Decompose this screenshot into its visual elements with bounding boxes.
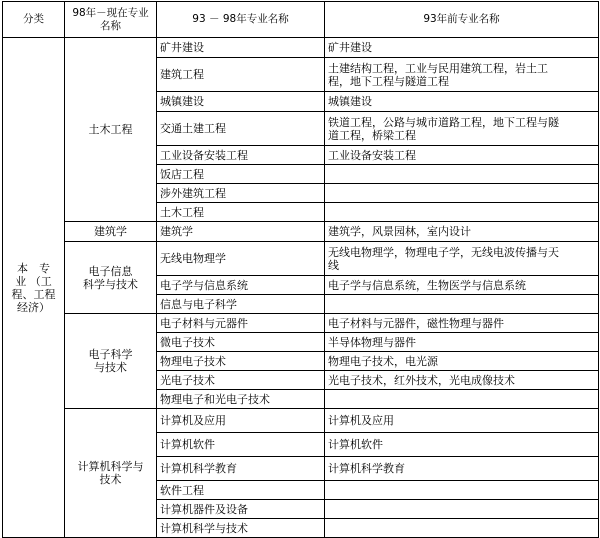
table-row [3,38,599,58]
current-major-cell: 计算机科学与 技术 [65,409,157,538]
table-row [3,222,599,242]
old-major-cell: 微电子技术 [157,333,325,352]
old-major-cell: 计算机软件 [157,433,325,457]
pre93-major-cell [325,184,599,203]
current-major-cell: 建筑学 [65,222,157,242]
old-major-cell: 交通土建工程 [157,112,325,146]
pre93-major-cell: 计算机软件 [325,433,599,457]
old-major-cell: 土木工程 [157,203,325,222]
pre93-major-cell: 工业设备安装工程 [325,146,599,165]
table-row [3,314,599,333]
old-major-cell: 电子学与信息系统 [157,276,325,295]
pre93-major-cell: 计算机科学教育 [325,457,599,481]
current-major-cell: 电子科学 与技术 [65,314,157,409]
old-major-cell: 城镇建设 [157,92,325,112]
pre93-major-cell [325,295,599,314]
old-major-cell: 涉外建筑工程 [157,184,325,203]
pre93-major-cell: 光电子技术，红外技术，光电成像技术 [325,371,599,390]
old-major-cell: 信息与电子科学 [157,295,325,314]
old-major-cell: 矿井建设 [157,38,325,58]
major-mapping-table [2,1,599,538]
old-major-cell: 建筑学 [157,222,325,242]
pre93-major-cell [325,500,599,519]
old-major-cell: 物理电子和光电子技术 [157,390,325,409]
category-cell: 本 专 业 （工 程、工程 经济） [3,38,65,538]
pre93-major-cell [325,519,599,538]
pre93-major-cell [325,481,599,500]
old-major-cell: 物理电子技术 [157,352,325,371]
header-old-major: 93 － 98年专业名称 [157,2,325,38]
old-major-cell: 建筑工程 [157,58,325,92]
pre93-major-cell: 电子材料与元器件，磁性物理与器件 [325,314,599,333]
old-major-cell: 计算机科学教育 [157,457,325,481]
pre93-major-cell: 建筑学，风景园林，室内设计 [325,222,599,242]
header-current-major: 98年－现在专业名称 [65,2,157,38]
current-major-cell: 土木工程 [65,38,157,222]
old-major-cell: 饭店工程 [157,165,325,184]
pre93-major-cell: 计算机及应用 [325,409,599,433]
table-row [3,409,599,433]
pre93-major-cell: 电子学与信息系统，生物医学与信息系统 [325,276,599,295]
pre93-major-cell: 城镇建设 [325,92,599,112]
old-major-cell: 计算机器件及设备 [157,500,325,519]
pre93-major-cell: 土建结构工程，工业与民用建筑工程，岩土工 程，地下工程与隧道工程 [325,58,599,92]
header-row [3,2,599,38]
old-major-cell: 电子材料与元器件 [157,314,325,333]
pre93-major-cell: 物理电子技术，电光源 [325,352,599,371]
current-major-cell: 电子信息 科学与技术 [65,242,157,314]
header-pre93-major: 93年前专业名称 [325,2,599,38]
old-major-cell: 无线电物理学 [157,242,325,276]
pre93-major-cell: 矿井建设 [325,38,599,58]
pre93-major-cell [325,165,599,184]
table-row [3,242,599,276]
old-major-cell: 软件工程 [157,481,325,500]
pre93-major-cell: 半导体物理与器件 [325,333,599,352]
header-category: 分类 [3,2,65,38]
old-major-cell: 光电子技术 [157,371,325,390]
pre93-major-cell [325,390,599,409]
pre93-major-cell [325,203,599,222]
old-major-cell: 计算机及应用 [157,409,325,433]
pre93-major-cell: 铁道工程，公路与城市道路工程，地下工程与隧 道工程，桥梁工程 [325,112,599,146]
old-major-cell: 工业设备安装工程 [157,146,325,165]
old-major-cell: 计算机科学与技术 [157,519,325,538]
pre93-major-cell: 无线电物理学，物理电子学，无线电波传播与天 线 [325,242,599,276]
